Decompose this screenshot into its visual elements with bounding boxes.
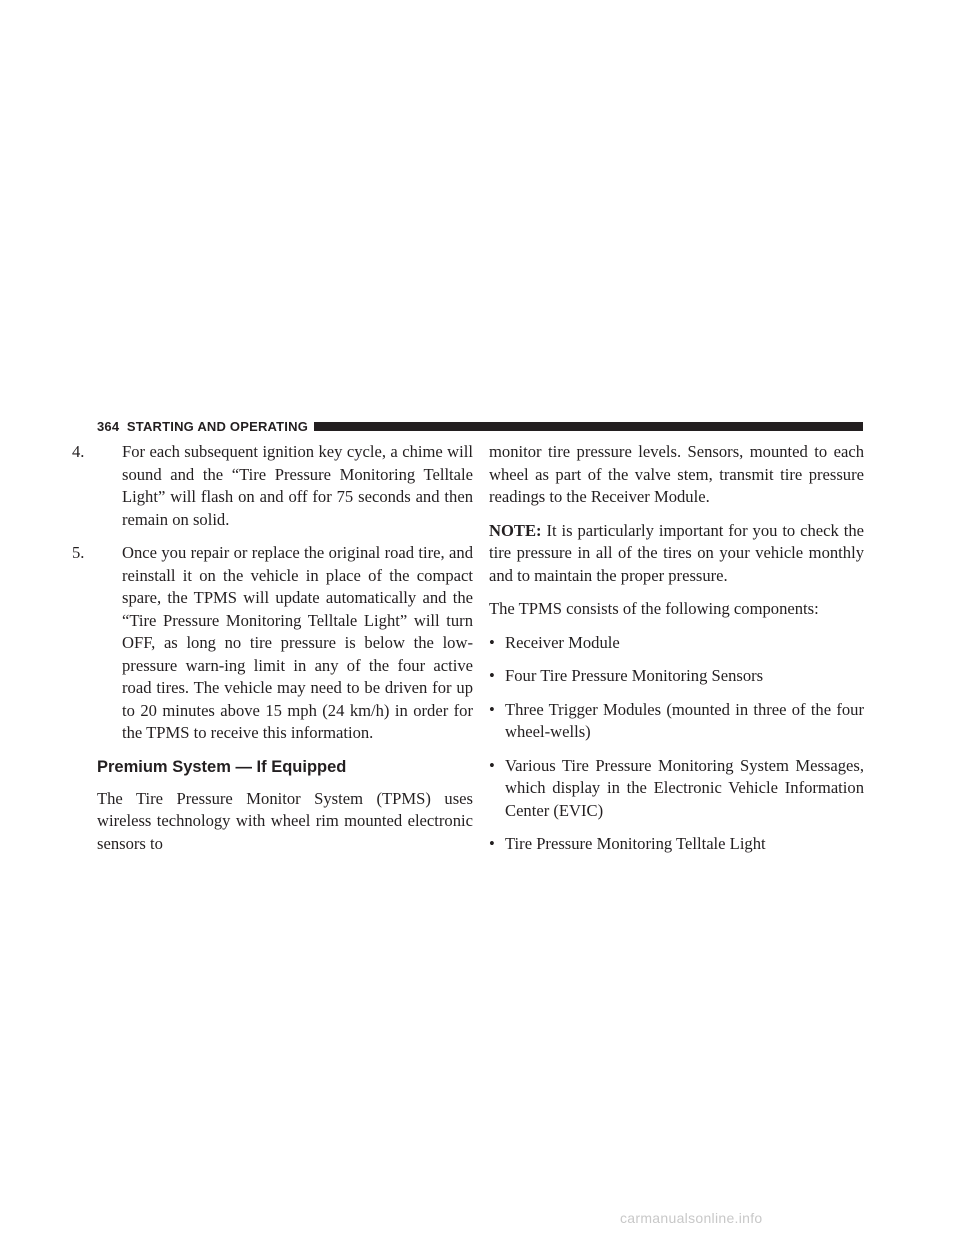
header-rule: [314, 422, 863, 431]
item-text: For each subsequent ignition key cycle, a chime will sound and the “Tire Pressure Monitoring Telltale Light” will flash on and off for 75 seconds and then remain on solid.: [122, 442, 473, 529]
page-number: 364: [97, 418, 120, 434]
list-item: • Various Tire Pressure Monitoring System Messages, which display in the Electronic Vehicle Information Center (EVIC): [489, 755, 864, 820]
bullet: •: [489, 755, 495, 775]
item-text: Once you repair or replace the original road tire, and reinstall it on the vehicle in place of the compact spare, the TPMS will update automatically and the “Tire Pressure Monitoring Telltale Light” will turn OFF, as long no tire pressure is below the low-pressure warn-ing limit in any of the four active road tires. The vehicle may need to be driven for up to 20 minutes above 15 mph (24 km/h) in order for the TPMS to receive this information.: [122, 543, 473, 742]
bullet: •: [489, 834, 495, 853]
note-text: It is particularly important for you to check the tire pressure in all of the tires on your vehicle monthly and to maintain the proper pressure.: [489, 520, 864, 585]
page-header: [97, 418, 863, 434]
components-intro: The TPMS consists of the following components:: [489, 599, 819, 618]
list-item: • Tire Pressure Monitoring Telltale Light: [489, 833, 864, 856]
right-column: [489, 441, 864, 867]
bullet: •: [489, 632, 495, 652]
list-item: • Receiver Module: [489, 632, 864, 655]
intro-paragraph: The Tire Pressure Monitor System (TPMS) uses wireless technology with wheel rim mounted electronic sensors to: [97, 788, 473, 853]
section-heading: Premium System — If Equipped: [97, 757, 347, 776]
section-title: STARTING AND OPERATING: [126, 418, 309, 434]
continued-paragraph: monitor tire pressure levels. Sensors, mounted to each wheel as part of the valve stem, transmit tire pressure readings to the Receiver Module.: [489, 442, 864, 506]
components-list: [489, 632, 864, 856]
note-paragraph: [489, 520, 864, 588]
page-header-text: [97, 419, 308, 434]
note-label: NOTE:: [489, 520, 542, 540]
bullet: •: [489, 699, 495, 719]
watermark: carmanualsonline.info: [620, 1210, 763, 1226]
left-column: [72, 441, 473, 866]
list-item: • Four Tire Pressure Monitoring Sensors: [489, 665, 864, 688]
numbered-item-4: 4. For each subsequent ignition key cycle, a chime will sound and the “Tire Pressure Monitoring Telltale Light” will flash on and off for 75 seconds and then remain on solid.: [72, 442, 473, 529]
numbered-item-5: 5. Once you repair or replace the original road tire, and reinstall it on the vehicle in place of the compact spare, the TPMS will update automatically and the “Tire Pressure Monitoring Telltale Light” will turn OFF, as long no tire pressure is below the low-pressure warn-ing limit in any of the four active road tires. The vehicle may need to be driven for up to 20 minutes above 15 mph (24 km/h) in order for the TPMS to receive this information.: [72, 543, 473, 742]
list-item: • Three Trigger Modules (mounted in three of the four wheel-wells): [489, 699, 864, 741]
bullet: •: [489, 666, 495, 685]
